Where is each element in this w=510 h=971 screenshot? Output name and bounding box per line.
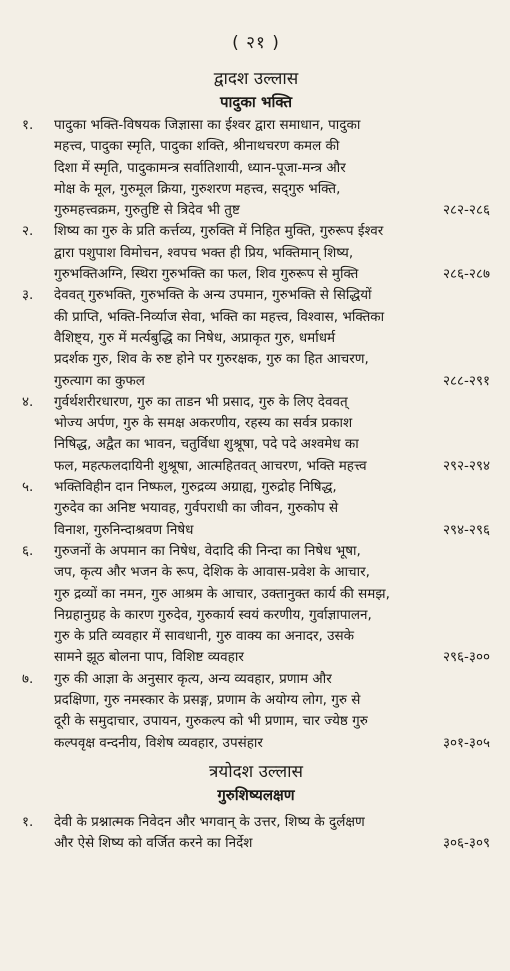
toc-entry: [22, 541, 490, 669]
entry-text: [54, 285, 490, 391]
entry-line: [54, 371, 490, 392]
entry-line: [54, 584, 490, 605]
entry-line-text: भोज्य अर्पण, गुरु के समक्ष अकरणीय, रहस्य का सर्वत्र प्रकाश: [54, 415, 353, 432]
entry-line-text: सामने झूठ बोलना पाप, विशिष्ट व्यवहार: [54, 649, 244, 666]
entry-text: [54, 669, 490, 754]
entry-text: [54, 392, 490, 477]
toc-entry: [22, 221, 490, 285]
entry-page-range: ३०६-३०९: [443, 835, 490, 852]
section-title: द्वादश उल्लास: [213, 69, 299, 89]
section-subtitle: पादुका भक्ति: [219, 93, 293, 111]
entry-text: [54, 477, 490, 541]
entry-line-text: गुर्वर्थशरीरधारण, गुरु का ताडन भी प्रसाद, गुरु के लिए देववत्: [54, 393, 348, 410]
entry-line-text: शिष्य का गुरु के प्रति कर्त्तव्य, गुरुक्ति में निहित मुक्ति, गुरुरूप ईश्वर: [54, 223, 384, 240]
entry-line-text: कल्पवृक्ष वन्दनीय, विशेष व्यवहार, उपसंहार: [54, 734, 263, 751]
entry-line: [54, 520, 490, 541]
entry-line: [54, 179, 490, 200]
entry-number: १.: [22, 117, 34, 133]
entry-number: ३.: [22, 287, 34, 304]
entry-page-range: २८२-२८६: [443, 202, 490, 219]
entry-line: [54, 562, 490, 583]
entry-page-range: २८८-२९१: [443, 372, 490, 389]
entry-text: [54, 115, 490, 221]
entry-line-text: गुरु की आज्ञा के अनुसार कृत्य, अन्य व्यवहार, प्रणाम और: [54, 670, 332, 687]
toc-entry: [22, 812, 490, 855]
entry-line: [54, 328, 490, 349]
entry-line-text: देवी के प्रश्नात्मक निवेदन और भगवान् के उत्तर, शिष्य के दुर्लक्षण: [54, 813, 365, 830]
entry-line-text: दूरी के समुदाचार, उपायन, गुरुकल्प को भी प्रणाम, चार ज्येष्ठ गुरु: [54, 713, 368, 730]
entry-line: [54, 477, 490, 498]
entry-line: [54, 498, 490, 519]
entry-page-range: ३०१-३०५: [443, 734, 490, 751]
page-number: ( २१ ): [232, 33, 280, 53]
entry-line-text: वैशिष्ट्य, गुरु में मर्त्यबुद्धि का निषेध, अप्राकृत गुरु, धर्माधर्म: [54, 329, 336, 346]
section-subtitle: गुरुशिष्यलक्षण: [217, 785, 295, 804]
entry-line: [54, 115, 490, 136]
entry-number: २.: [22, 223, 34, 240]
entry-page-range: २९६-३००: [443, 649, 490, 666]
entry-line-text: प्रदक्षिणा, गुरु नमस्कार के प्रसङ्ग, प्रणाम के अयोग्य लोग, गुरु से: [54, 692, 361, 709]
entry-line: [54, 413, 490, 434]
entry-line-text: गुरु के प्रति व्यवहार में सावधानी, गुरु वाक्य का अनादर, उसके: [54, 628, 355, 645]
toc-entry: [22, 285, 490, 391]
entry-line-text: प्रदर्शक गुरु, शिव के रुष्ट होने पर गुरुरक्षक, गुरु का हित आचरण,: [54, 351, 369, 368]
entry-line: [54, 221, 490, 242]
entry-line-text: जप, कृत्य और भजन के रूप, देशिक के आवास-प्रवेश के आचार,: [54, 564, 370, 581]
entry-line: [54, 541, 490, 562]
entry-line-text: द्वारा पशुपाश विमोचन, श्वपच भक्त ही प्रिय, भक्तिमान् शिष्य,: [54, 244, 354, 261]
entry-line-text: गुरुजनों के अपमान का निषेध, वेदादि की निन्दा का निषेध भूषा,: [54, 542, 361, 559]
entry-line: [54, 392, 490, 413]
entry-line: [54, 349, 490, 370]
entry-line: [54, 626, 490, 647]
entry-line-text: दिशा में स्मृति, पादुकामन्त्र सर्वातिशायी, ध्यान-पूजा-मन्त्र और: [54, 159, 346, 176]
entry-line: [54, 285, 490, 306]
section-title: त्रयोदश उल्लास: [208, 761, 304, 782]
entry-line-text: की प्राप्ति, भक्ति-निर्व्याज सेवा, भक्ति का महत्त्व, विश्वास, भक्तिका: [54, 308, 385, 325]
entry-line: [54, 669, 490, 690]
entry-line: [54, 812, 490, 833]
entry-line: [54, 200, 490, 221]
entry-line-text: मोक्ष के मूल, गुरुमूल क्रिया, गुरुशरण महत्त्व, सद्‌गुरु भक्ति,: [54, 180, 341, 197]
entry-page-range: २९४-२९६: [443, 521, 490, 538]
entry-text: [54, 221, 490, 285]
toc-entry: [22, 477, 490, 541]
entry-line-text: विनाश, गुरुनिन्दाश्रवण निषेध: [54, 521, 194, 538]
entry-line: [54, 456, 490, 477]
entry-line-text: फल, महत्फलदायिनी शुश्रूषा, आत्महितवत् आचरण, भक्ति महत्त्व: [54, 457, 367, 474]
entry-line-text: गुरुदेव का अनिष्ट भयावह, गुर्वपराधी का जीवन, गुरुकोप से: [54, 500, 339, 517]
entry-line: [54, 243, 490, 264]
entry-line: [54, 158, 490, 179]
entry-line-text: और ऐसे शिष्य को वर्जित करने का निर्देश: [54, 835, 253, 852]
entry-line-text: गुरुमहत्त्वक्रम, गुरुतुष्टि से त्रिदेव भी तुष्ट: [54, 202, 240, 219]
toc-entry: [22, 392, 490, 477]
entry-line: [54, 733, 490, 754]
entry-line: [54, 136, 490, 157]
entry-line: [54, 434, 490, 455]
entry-text: [54, 541, 490, 669]
entry-text: [54, 812, 490, 855]
entry-line-text: देववत् गुरुभक्ति, गुरुभक्ति के अन्य उपमान, गुरुभक्ति से सिद्धियों: [54, 287, 372, 304]
entry-line-text: निषिद्ध, अद्वैत का भावन, चतुर्विधा शुश्रूषा, पदे पदे अश्वमेध का: [54, 436, 359, 453]
entry-line: [54, 264, 490, 285]
entry-number: १.: [22, 813, 34, 830]
entry-line-text: गुरुभक्तिअग्नि, स्थिरा गुरुभक्ति का फल, शिव गुरुरूप से मुक्ति: [54, 266, 359, 283]
entry-page-range: २८६-२८७: [443, 266, 490, 283]
entry-number: ७.: [22, 670, 34, 687]
entry-number: ५.: [22, 479, 34, 496]
entry-line: [54, 690, 490, 711]
entry-line-text: पादुका भक्ति-विषयक जिज्ञासा का ईश्वर द्वारा समाधान, पादुका: [54, 117, 361, 133]
entry-number: ६.: [22, 542, 34, 559]
entry-line: [54, 647, 490, 668]
entry-line: [54, 307, 490, 328]
entry-number: ४.: [22, 393, 34, 410]
toc-content: [22, 67, 490, 855]
entry-line-text: गुरुत्याग का कुफल: [54, 372, 145, 389]
toc-entry: [22, 669, 490, 754]
entry-line: [54, 711, 490, 732]
entry-line-text: निग्रहानुग्रह के कारण गुरुदेव, गुरुकार्य स्वयं करणीय, गुर्वाज्ञापालन,: [54, 606, 372, 623]
entry-line: [54, 833, 490, 854]
entry-page-range: २९२-२९४: [443, 457, 490, 474]
entry-line: [54, 605, 490, 626]
entry-line-text: महत्त्व, पादुका स्मृति, पादुका शक्ति, श्रीनाथचरण कमल की: [54, 138, 340, 155]
entry-line-text: गुरु द्रव्यों का नमन, गुरु आश्रम के आचार, उक्तानुक्त कार्य की समझ,: [54, 585, 390, 602]
toc-entry: [22, 115, 490, 221]
entry-line-text: भक्तिविहीन दान निष्फल, गुरुद्रव्य अग्राह्य, गुरुद्रोह निषिद्ध,: [54, 479, 337, 496]
